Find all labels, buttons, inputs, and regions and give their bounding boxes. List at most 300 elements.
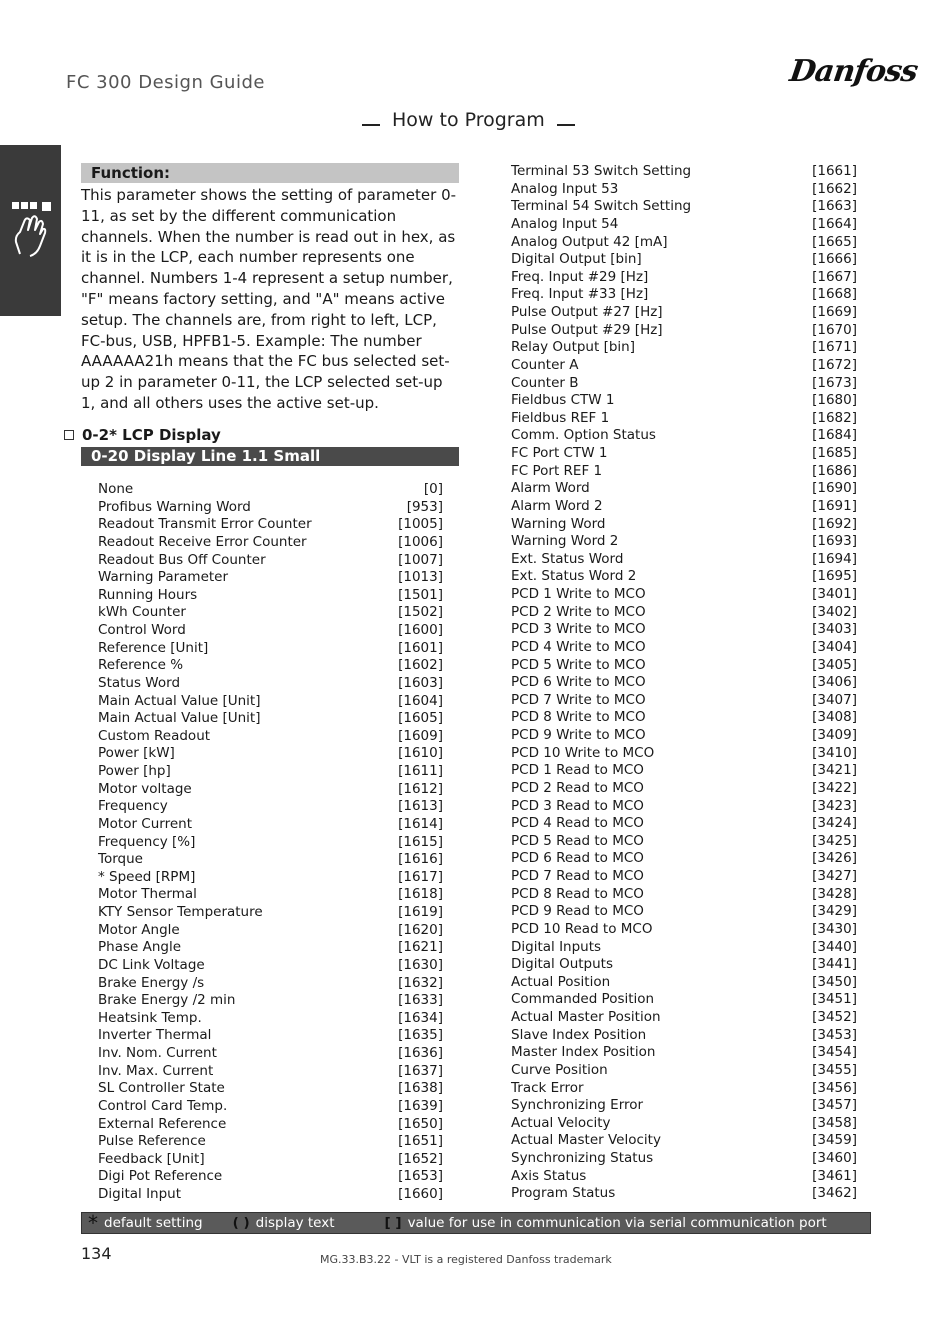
option-code: [3410] bbox=[812, 744, 857, 761]
option-code: [3460] bbox=[812, 1150, 857, 1166]
option-name: Fieldbus CTW 1 bbox=[511, 392, 615, 409]
option-name: Actual Master Velocity bbox=[511, 1132, 661, 1149]
chapter-side-tab bbox=[0, 145, 61, 316]
option-code: [3440] bbox=[812, 938, 857, 955]
option-code: [1668] bbox=[812, 286, 857, 303]
option-code: [1005] bbox=[398, 516, 443, 533]
option-item bbox=[511, 1027, 857, 1045]
option-name: None bbox=[98, 481, 134, 497]
option-code: [1682] bbox=[812, 409, 857, 426]
option-item bbox=[511, 234, 857, 252]
option-code: [1663] bbox=[812, 198, 857, 215]
legend-bar bbox=[81, 1212, 871, 1234]
option-name: PCD 1 Write to MCO bbox=[511, 586, 646, 602]
option-code: [1694] bbox=[812, 550, 857, 567]
option-code: [1692] bbox=[812, 515, 857, 532]
option-name: Profibus Warning Word bbox=[98, 498, 251, 515]
option-code: [3427] bbox=[812, 868, 857, 884]
option-item bbox=[511, 304, 857, 322]
option-name: FC Port CTW 1 bbox=[511, 445, 608, 461]
option-code: [3424] bbox=[812, 815, 857, 832]
option-item bbox=[98, 869, 443, 887]
option-item bbox=[511, 357, 857, 375]
option-name: PCD 10 Read to MCO bbox=[511, 920, 653, 937]
option-name: Readout Transmit Error Counter bbox=[98, 516, 312, 533]
option-name: Brake Energy /2 min bbox=[98, 992, 236, 1009]
option-code: [1501] bbox=[398, 586, 443, 603]
option-code: [3457] bbox=[812, 1097, 857, 1114]
option-name: Pulse Reference bbox=[98, 1133, 206, 1150]
option-item bbox=[511, 692, 857, 710]
option-name: * Speed [RPM] bbox=[98, 868, 196, 885]
option-code: [1613] bbox=[398, 798, 443, 815]
option-name: Digital Output [bin] bbox=[511, 251, 642, 268]
option-name: PCD 5 Read to MCO bbox=[511, 832, 644, 849]
option-name: Power [kW] bbox=[98, 745, 175, 762]
option-code: [1614] bbox=[398, 815, 443, 832]
option-name: Warning Word 2 bbox=[511, 533, 619, 550]
star-icon: * bbox=[88, 1211, 98, 1235]
option-code: [3455] bbox=[812, 1061, 857, 1078]
option-name: PCD 8 Write to MCO bbox=[511, 709, 646, 726]
option-item bbox=[98, 675, 443, 693]
option-item bbox=[98, 622, 443, 640]
option-code: [1653] bbox=[398, 1168, 443, 1185]
option-name: Actual Master Position bbox=[511, 1009, 661, 1025]
option-name: PCD 9 Write to MCO bbox=[511, 727, 646, 743]
option-name: Digital Inputs bbox=[511, 938, 602, 955]
option-name: Ext. Status Word 2 bbox=[511, 568, 637, 585]
option-item bbox=[511, 516, 857, 534]
option-name: Relay Output [bin] bbox=[511, 339, 635, 356]
group-heading bbox=[64, 426, 221, 444]
option-item bbox=[511, 1168, 857, 1186]
option-code: [3408] bbox=[812, 709, 857, 726]
option-code: [3452] bbox=[812, 1009, 857, 1025]
legend-display-text: display text bbox=[255, 1215, 335, 1231]
option-item bbox=[511, 480, 857, 498]
option-item bbox=[511, 375, 857, 393]
option-item bbox=[511, 445, 857, 463]
option-code: [1609] bbox=[398, 727, 443, 744]
option-code: [1680] bbox=[812, 392, 857, 409]
option-code: [1671] bbox=[812, 339, 857, 356]
option-code: [1636] bbox=[398, 1045, 443, 1061]
checkbox-icon bbox=[64, 430, 74, 440]
option-name: Heatsink Temp. bbox=[98, 1009, 202, 1026]
option-item bbox=[98, 1098, 443, 1116]
option-item bbox=[511, 1115, 857, 1133]
option-item bbox=[98, 886, 443, 904]
option-item bbox=[511, 639, 857, 657]
option-item bbox=[98, 569, 443, 587]
option-name: Terminal 53 Switch Setting bbox=[511, 163, 692, 179]
option-code: [3425] bbox=[812, 832, 857, 849]
option-code: [3462] bbox=[812, 1185, 857, 1202]
option-code: [3454] bbox=[812, 1044, 857, 1061]
option-item bbox=[511, 251, 857, 269]
option-item bbox=[98, 975, 443, 993]
option-code: [3428] bbox=[812, 885, 857, 902]
option-name: Curve Position bbox=[511, 1061, 608, 1078]
option-item bbox=[98, 851, 443, 869]
option-name: Readout Bus Off Counter bbox=[98, 551, 266, 568]
title-dash-right bbox=[557, 124, 575, 126]
option-name: PCD 5 Write to MCO bbox=[511, 656, 646, 673]
option-code: [1673] bbox=[812, 374, 857, 391]
option-name: PCD 6 Read to MCO bbox=[511, 850, 644, 867]
title-dash-left bbox=[362, 124, 380, 126]
option-item bbox=[511, 163, 857, 181]
option-name: Reference % bbox=[98, 657, 184, 674]
option-code: [1630] bbox=[398, 956, 443, 973]
option-item bbox=[98, 728, 443, 746]
option-code: [1603] bbox=[398, 674, 443, 691]
danfoss-logo: Danfoss bbox=[787, 54, 920, 89]
option-code: [1650] bbox=[398, 1115, 443, 1132]
option-code: [1665] bbox=[812, 233, 857, 250]
option-item bbox=[511, 198, 857, 216]
option-code: [3453] bbox=[812, 1026, 857, 1043]
option-name: Custom Readout bbox=[98, 727, 211, 744]
option-item bbox=[511, 727, 857, 745]
option-item bbox=[511, 745, 857, 763]
option-item bbox=[511, 604, 857, 622]
option-name: Track Error bbox=[511, 1079, 584, 1096]
programming-hand-icon bbox=[12, 202, 52, 260]
option-code: [1672] bbox=[812, 356, 857, 373]
option-item bbox=[511, 991, 857, 1009]
option-name: Phase Angle bbox=[98, 939, 182, 956]
option-code: [3426] bbox=[812, 850, 857, 867]
option-item bbox=[511, 392, 857, 410]
option-code: [1616] bbox=[398, 851, 443, 868]
option-name: Program Status bbox=[511, 1185, 616, 1202]
option-item bbox=[98, 1133, 443, 1151]
option-name: Analog Input 53 bbox=[511, 180, 619, 197]
option-name: Slave Index Position bbox=[511, 1026, 647, 1043]
option-code: [3401] bbox=[812, 586, 857, 602]
option-code: [3456] bbox=[812, 1079, 857, 1096]
option-name: PCD 2 Read to MCO bbox=[511, 779, 644, 796]
option-item bbox=[511, 463, 857, 481]
option-code: [1690] bbox=[812, 480, 857, 497]
option-item bbox=[511, 974, 857, 992]
option-name: PCD 3 Read to MCO bbox=[511, 797, 644, 814]
option-code: [3451] bbox=[812, 991, 857, 1008]
option-item bbox=[98, 516, 443, 534]
option-name: Control Card Temp. bbox=[98, 1097, 228, 1114]
option-item bbox=[511, 568, 857, 586]
option-item bbox=[98, 1045, 443, 1063]
option-code: [3402] bbox=[812, 603, 857, 620]
option-name: Inv. Max. Current bbox=[98, 1062, 214, 1079]
option-code: [3430] bbox=[812, 920, 857, 937]
option-code: [1638] bbox=[398, 1080, 443, 1097]
options-list-left bbox=[98, 481, 443, 1204]
option-code: [1621] bbox=[398, 939, 443, 956]
option-code: [1633] bbox=[398, 992, 443, 1009]
options-list-right bbox=[511, 163, 857, 1203]
option-code: [3407] bbox=[812, 691, 857, 708]
option-name: Motor voltage bbox=[98, 780, 192, 797]
option-name: Running Hours bbox=[98, 586, 198, 603]
option-item bbox=[511, 216, 857, 234]
option-item bbox=[511, 886, 857, 904]
option-name: Digital Outputs bbox=[511, 956, 614, 973]
option-item bbox=[511, 850, 857, 868]
option-code: [1007] bbox=[398, 551, 443, 568]
option-name: DC Link Voltage bbox=[98, 956, 205, 973]
option-code: [3403] bbox=[812, 621, 857, 638]
option-name: FC Port REF 1 bbox=[511, 462, 603, 479]
option-name: Pulse Output #27 [Hz] bbox=[511, 304, 663, 320]
option-name: Power [hp] bbox=[98, 763, 171, 779]
option-item bbox=[511, 410, 857, 428]
option-item bbox=[511, 709, 857, 727]
option-name: Analog Input 54 bbox=[511, 215, 619, 232]
option-name: PCD 6 Write to MCO bbox=[511, 674, 646, 691]
option-item bbox=[511, 762, 857, 780]
option-name: PCD 4 Read to MCO bbox=[511, 815, 644, 832]
parameter-title: 0-20 Display Line 1.1 Small bbox=[81, 447, 459, 466]
option-name: PCD 9 Read to MCO bbox=[511, 903, 644, 920]
option-name: kWh Counter bbox=[98, 604, 186, 621]
option-name: Freq. Input #33 [Hz] bbox=[511, 286, 649, 303]
option-code: [1617] bbox=[398, 868, 443, 885]
option-item bbox=[511, 1097, 857, 1115]
option-name: PCD 2 Write to MCO bbox=[511, 603, 646, 620]
option-item bbox=[98, 781, 443, 799]
option-code: [3423] bbox=[812, 797, 857, 814]
option-code: [1637] bbox=[398, 1062, 443, 1079]
option-code: [1634] bbox=[398, 1009, 443, 1026]
footer-doc-code: MG.33.B3.22 - VLT is a registered Danfoss trademark bbox=[320, 1253, 612, 1266]
page-number: 134 bbox=[81, 1244, 112, 1263]
option-name: Terminal 54 Switch Setting bbox=[511, 198, 692, 215]
option-name: Commanded Position bbox=[511, 991, 655, 1008]
option-name: PCD 1 Read to MCO bbox=[511, 762, 644, 779]
option-name: Ext. Status Word bbox=[511, 550, 624, 567]
option-name: Axis Status bbox=[511, 1167, 587, 1184]
option-item bbox=[98, 957, 443, 975]
option-item bbox=[511, 657, 857, 675]
option-code: [3458] bbox=[812, 1114, 857, 1131]
option-item bbox=[511, 1009, 857, 1027]
option-item bbox=[98, 834, 443, 852]
option-item bbox=[511, 956, 857, 974]
option-item bbox=[511, 269, 857, 287]
option-name: Counter A bbox=[511, 356, 579, 373]
option-code: [1666] bbox=[812, 251, 857, 268]
option-code: [1684] bbox=[812, 427, 857, 444]
option-code: [1685] bbox=[812, 445, 857, 461]
option-name: PCD 8 Read to MCO bbox=[511, 885, 644, 902]
option-code: [1670] bbox=[812, 321, 857, 338]
option-name: Synchronizing Error bbox=[511, 1097, 644, 1114]
option-item bbox=[98, 1010, 443, 1028]
option-name: PCD 3 Write to MCO bbox=[511, 621, 646, 638]
option-name: Actual Position bbox=[511, 973, 611, 990]
option-item bbox=[98, 657, 443, 675]
option-item bbox=[98, 693, 443, 711]
option-item bbox=[98, 922, 443, 940]
option-name: Pulse Output #29 [Hz] bbox=[511, 321, 663, 338]
option-name: Inv. Nom. Current bbox=[98, 1045, 217, 1061]
option-name: Status Word bbox=[98, 674, 181, 691]
option-name: KTY Sensor Temperature bbox=[98, 904, 263, 920]
option-item bbox=[98, 816, 443, 834]
option-item bbox=[511, 1150, 857, 1168]
option-code: [1660] bbox=[398, 1186, 443, 1202]
option-name: Frequency bbox=[98, 798, 168, 815]
option-item bbox=[511, 322, 857, 340]
option-code: [3405] bbox=[812, 656, 857, 673]
option-item bbox=[98, 1027, 443, 1045]
option-item bbox=[98, 499, 443, 517]
option-name: Synchronizing Status bbox=[511, 1150, 654, 1166]
option-name: Torque bbox=[98, 851, 143, 868]
option-item bbox=[511, 1080, 857, 1098]
option-name: Warning Parameter bbox=[98, 569, 229, 586]
option-code: [1615] bbox=[398, 833, 443, 850]
document-title: FC 300 Design Guide bbox=[66, 72, 265, 93]
option-code: [3459] bbox=[812, 1132, 857, 1149]
option-code: [1639] bbox=[398, 1097, 443, 1114]
option-item bbox=[98, 534, 443, 552]
option-code: [1620] bbox=[398, 921, 443, 938]
option-code: [953] bbox=[406, 498, 443, 515]
option-item bbox=[511, 1062, 857, 1080]
option-code: [1661] bbox=[812, 163, 857, 179]
option-code: [1601] bbox=[398, 639, 443, 656]
function-section bbox=[81, 163, 459, 414]
option-item bbox=[98, 1151, 443, 1169]
option-name: Fieldbus REF 1 bbox=[511, 409, 610, 426]
function-description: This parameter shows the setting of parameter 0-11, as set by the different communication channels. When the number is read out in hex, as it is in the LCP, each number represents one channel. Numbers 1-4 represent a setup number, "F" means factory setting, and "A" means active setup. The channels are, from right to left, LCP, FC-bus, USB, HPFB1-5. Example: The number AAAAAA21h means that the FC bus selected set-up 2 in parameter 0-11, the LCP selected set-up 1, and all others uses the active set-up. bbox=[81, 186, 457, 412]
option-item bbox=[98, 1116, 443, 1134]
option-code: [1695] bbox=[812, 568, 857, 585]
option-item bbox=[511, 903, 857, 921]
option-item bbox=[98, 640, 443, 658]
option-name: Counter B bbox=[511, 374, 579, 391]
option-name: Digital Input bbox=[98, 1186, 182, 1202]
option-item bbox=[98, 604, 443, 622]
option-code: [3429] bbox=[812, 903, 857, 920]
option-code: [3450] bbox=[812, 973, 857, 990]
option-name: External Reference bbox=[98, 1115, 227, 1132]
option-item bbox=[98, 939, 443, 957]
option-name: Inverter Thermal bbox=[98, 1027, 212, 1044]
option-item bbox=[511, 1044, 857, 1062]
option-code: [1602] bbox=[398, 657, 443, 674]
option-name: Digi Pot Reference bbox=[98, 1168, 223, 1185]
option-code: [3441] bbox=[812, 956, 857, 973]
option-item bbox=[511, 586, 857, 604]
option-code: [1632] bbox=[398, 974, 443, 991]
option-item bbox=[511, 815, 857, 833]
option-code: [3461] bbox=[812, 1167, 857, 1184]
option-name: PCD 10 Write to MCO bbox=[511, 744, 655, 761]
option-item bbox=[98, 763, 443, 781]
option-code: [3404] bbox=[812, 638, 857, 655]
option-item bbox=[98, 992, 443, 1010]
option-name: Actual Velocity bbox=[511, 1114, 611, 1131]
option-code: [1013] bbox=[398, 569, 443, 586]
option-name: PCD 4 Write to MCO bbox=[511, 638, 646, 655]
option-item bbox=[98, 1080, 443, 1098]
option-name: Warning Word bbox=[511, 515, 606, 532]
option-code: [1664] bbox=[812, 215, 857, 232]
option-name: Alarm Word 2 bbox=[511, 497, 603, 514]
option-item bbox=[98, 1168, 443, 1186]
option-code: [1635] bbox=[398, 1027, 443, 1044]
option-code: [3421] bbox=[812, 762, 857, 779]
paren-symbol: ( ) bbox=[232, 1215, 250, 1231]
legend-default-text: default setting bbox=[104, 1215, 203, 1231]
option-name: Feedback [Unit] bbox=[98, 1150, 205, 1167]
option-code: [1611] bbox=[398, 763, 443, 779]
option-name: Frequency [%] bbox=[98, 833, 196, 850]
option-name: Freq. Input #29 [Hz] bbox=[511, 268, 649, 285]
option-item bbox=[511, 939, 857, 957]
option-item bbox=[511, 551, 857, 569]
option-item bbox=[98, 552, 443, 570]
option-item bbox=[98, 481, 443, 499]
option-name: PCD 7 Write to MCO bbox=[511, 691, 646, 708]
option-code: [1618] bbox=[398, 886, 443, 903]
option-name: Motor Current bbox=[98, 815, 193, 832]
option-code: [3422] bbox=[812, 779, 857, 796]
option-name: Master Index Position bbox=[511, 1044, 656, 1061]
option-item bbox=[98, 798, 443, 816]
option-item bbox=[511, 339, 857, 357]
option-item bbox=[511, 921, 857, 939]
option-item bbox=[98, 745, 443, 763]
option-name: PCD 7 Read to MCO bbox=[511, 868, 644, 884]
option-code: [1619] bbox=[398, 904, 443, 920]
option-name: Motor Thermal bbox=[98, 886, 197, 903]
option-name: Main Actual Value [Unit] bbox=[98, 710, 261, 727]
option-item bbox=[98, 587, 443, 605]
option-item bbox=[511, 1132, 857, 1150]
option-name: Readout Receive Error Counter bbox=[98, 533, 307, 550]
option-name: Comm. Option Status bbox=[511, 427, 656, 444]
bracket-symbol: [ ] bbox=[384, 1215, 402, 1231]
option-code: [3406] bbox=[812, 674, 857, 691]
option-code: [1667] bbox=[812, 268, 857, 285]
option-item bbox=[98, 1063, 443, 1081]
option-code: [1610] bbox=[398, 745, 443, 762]
option-code: [1693] bbox=[812, 533, 857, 550]
option-code: [1502] bbox=[398, 604, 443, 621]
option-code: [1006] bbox=[398, 533, 443, 550]
option-code: [1669] bbox=[812, 304, 857, 320]
option-item bbox=[511, 427, 857, 445]
option-code: [1691] bbox=[812, 497, 857, 514]
option-code: [1652] bbox=[398, 1150, 443, 1167]
option-code: [1600] bbox=[398, 622, 443, 638]
option-item bbox=[98, 1186, 443, 1204]
option-item bbox=[511, 868, 857, 886]
option-code: [1612] bbox=[398, 780, 443, 797]
option-item bbox=[511, 798, 857, 816]
option-name: Analog Output 42 [mA] bbox=[511, 233, 668, 250]
group-heading-text: 0-2* LCP Display bbox=[82, 426, 221, 444]
option-item bbox=[511, 181, 857, 199]
option-name: Brake Energy /s bbox=[98, 974, 205, 991]
option-code: [1686] bbox=[812, 462, 857, 479]
